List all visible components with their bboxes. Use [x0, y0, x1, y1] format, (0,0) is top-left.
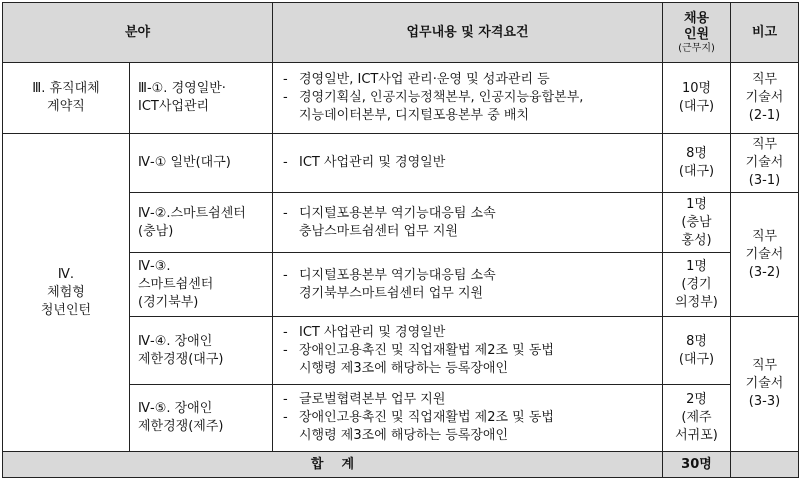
subfield-cell: [130, 253, 273, 317]
duty-item: 경기북부스마트쉼센터 업무 지원: [299, 285, 484, 301]
remark-cell: [731, 193, 799, 317]
hires-location: 홍성): [681, 232, 712, 248]
hires-location: (제주: [681, 410, 712, 425]
category-line: 계약직: [47, 99, 85, 114]
hires-count: 8명: [686, 333, 707, 349]
remark-line: 기술서: [745, 246, 784, 262]
header-remarks: 비고: [731, 3, 799, 63]
subfield-line: (경기북부): [138, 294, 199, 310]
hires-location: (대구): [678, 99, 715, 114]
duty-item: 시행령 제3조에 해당하는 등록장애인: [299, 360, 509, 376]
duty-item: 충남스마트쉼센터 업무 지원: [299, 223, 458, 239]
duty-item: - ICT 사업관리 및 경영일반: [283, 324, 446, 340]
remark-line: 직무: [751, 72, 778, 87]
duty-item: - 디지털포용본부 역기능대응팀 소속: [283, 267, 496, 283]
category-line: Ⅲ. 휴직대체: [32, 81, 100, 96]
category-line: 청년인턴: [40, 302, 92, 318]
category-line: 체험형: [47, 284, 85, 300]
subfield-line: Ⅳ-③.: [138, 258, 171, 274]
subfield-line: Ⅳ-⑤. 장애인: [138, 401, 213, 416]
remark-line: 기술서: [745, 90, 784, 105]
remark-line: (3-2): [748, 264, 781, 280]
subfield-cell: [130, 193, 273, 253]
hires-count: 1명: [686, 196, 707, 212]
remark-line: 직무: [751, 358, 778, 373]
header-hires: [663, 3, 731, 63]
remark-line: (3-3): [748, 394, 781, 409]
header-row: [3, 3, 799, 63]
hires-location: 의정부): [675, 294, 718, 310]
header-duties: 업무내용 및 자격요건: [273, 3, 663, 63]
hires-location: 서귀포): [675, 428, 718, 443]
table-row: [3, 63, 799, 134]
hires-count: 10명: [681, 81, 712, 96]
duties-cell: [273, 253, 663, 317]
remark-cell: [731, 134, 799, 193]
remark-line: (2-1): [748, 108, 781, 123]
hires-cell: [663, 385, 731, 452]
duties-cell: [273, 63, 663, 134]
subfield-line: 스마트쉼센터: [138, 276, 214, 292]
duty-item: - 경영기획실, 인공지능정책본부, 인공지능융합본부,: [283, 90, 584, 105]
remark-line: 기술서: [745, 376, 784, 391]
category-cell: [3, 63, 130, 134]
subfield-cell: [130, 134, 273, 193]
total-value: 30명: [663, 452, 731, 478]
subfield-line: Ⅳ-① 일반(대구): [138, 155, 231, 170]
subfield-line: Ⅳ-④. 장애인: [138, 333, 213, 349]
header-hires-sub: (근무지): [678, 43, 715, 54]
recruitment-table: [2, 2, 799, 478]
header-field: 분야: [3, 3, 273, 63]
hires-cell: [663, 134, 731, 193]
duties-cell: [273, 385, 663, 452]
hires-cell: [663, 253, 731, 317]
hires-cell: [663, 317, 731, 385]
subfield-line: ICT사업관리: [138, 99, 210, 114]
subfield-line: Ⅲ-①. 경영일반·: [138, 81, 226, 96]
subfield-line: 제한경쟁(대구): [138, 351, 224, 367]
subfield-line: (충남): [138, 223, 174, 239]
remark-line: 직무: [751, 228, 778, 244]
subfield-cell: [130, 63, 273, 134]
category-cell: [3, 134, 130, 452]
duties-cell: [273, 317, 663, 385]
remark-line: (3-1): [748, 173, 781, 188]
remark-line: 기술서: [745, 155, 784, 170]
duty-item: - 글로벌협력본부 업무 지원: [283, 392, 446, 407]
subfield-cell: [130, 385, 273, 452]
subfield-line: Ⅳ-②.스마트쉼센터: [138, 205, 246, 221]
total-row: [3, 452, 799, 478]
remark-cell: [731, 317, 799, 452]
table-row: [3, 134, 799, 193]
hires-location: (대구): [678, 164, 715, 179]
remark-cell: [731, 63, 799, 134]
hires-location: (충남: [681, 214, 712, 230]
hires-location: (경기: [681, 276, 712, 292]
header-hires-line2: 인원: [683, 27, 710, 42]
hires-cell: [663, 63, 731, 134]
hires-count: 2명: [686, 392, 707, 407]
duty-item: - 경영일반, ICT사업 관리·운영 및 성과관리 등: [283, 72, 550, 87]
duty-item: - 장애인고용촉진 및 직업재활법 제2조 및 동법: [283, 342, 554, 358]
duty-item: - 장애인고용촉진 및 직업재활법 제2조 및 동법: [283, 410, 554, 425]
remark-line: 직무: [751, 137, 778, 152]
duties-cell: [273, 134, 663, 193]
total-label: 합 계: [3, 452, 663, 478]
header-hires-line1: 채용: [683, 11, 710, 26]
duty-item: 지능데이터본부, 디지털포용본부 중 배치: [299, 108, 530, 123]
category-line: Ⅳ.: [57, 266, 75, 282]
duty-item: 시행령 제3조에 해당하는 등록장애인: [299, 428, 509, 443]
total-empty: [731, 452, 799, 478]
duty-item: - 디지털포용본부 역기능대응팀 소속: [283, 205, 496, 221]
hires-cell: [663, 193, 731, 253]
hires-count: 1명: [686, 258, 707, 274]
duty-item: - ICT 사업관리 및 경영일반: [283, 155, 446, 170]
hires-location: (대구): [678, 351, 715, 367]
hires-count: 8명: [686, 146, 707, 161]
subfield-line: 제한경쟁(제주): [138, 419, 224, 434]
subfield-cell: [130, 317, 273, 385]
duties-cell: [273, 193, 663, 253]
